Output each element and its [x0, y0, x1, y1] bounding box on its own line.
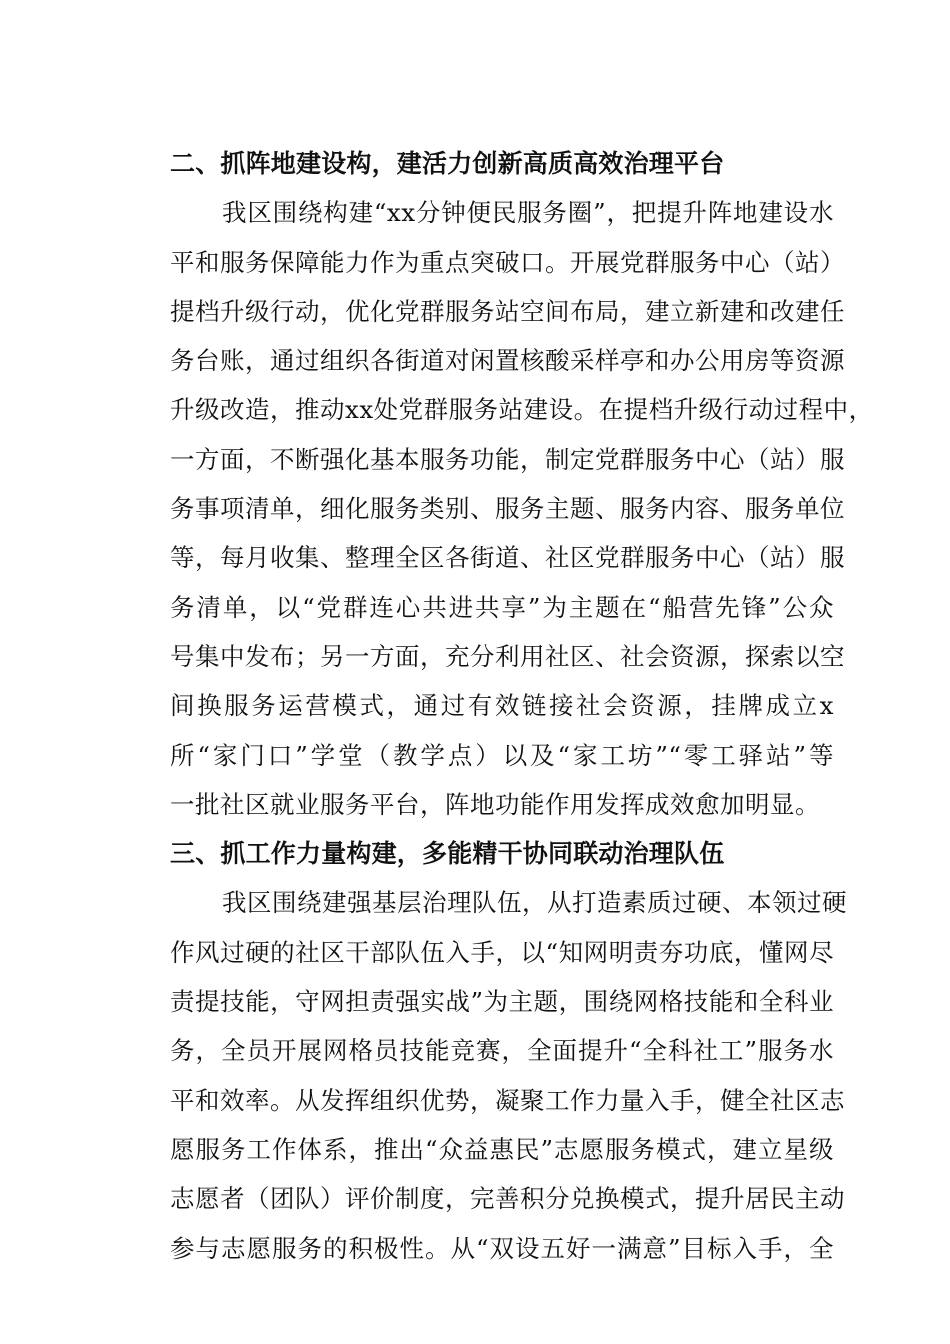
paragraph-line: 一方面，不断强化基本服务功能，制定党群服务中心（站）服 — [170, 444, 845, 474]
paragraph-line: 我区围绕构建“xx分钟便民服务圈”，把提升阵地建设水 — [222, 198, 834, 228]
document-body — [118, 139, 874, 1273]
paragraph-line: 所“家门口”学堂（教学点）以及“家工坊”“零工驿站”等 — [170, 740, 834, 770]
paragraph-line: 平和效率。从发挥组织优势，凝聚工作力量入手，健全社区志 — [170, 1085, 845, 1115]
paragraph-line: 愿服务工作体系，推出“众益惠民”志愿服务模式，建立星级 — [170, 1134, 834, 1164]
section-paragraph-3 — [118, 878, 847, 1272]
paragraph-line: 务事项清单，细化服务类别、服务主题、服务内容、服务单位 — [170, 494, 845, 524]
paragraph-line: 务清单，以“党群连心共进共享”为主题在“船营先锋”公众 — [170, 592, 834, 622]
paragraph-line: 作风过硬的社区干部队伍入手，以“知网明责夯功底，懂网尽 — [170, 937, 834, 967]
paragraph-line: 务，全员开展网格员技能竞赛，全面提升“全科社工”服务水 — [170, 1036, 834, 1066]
paragraph-line: 号集中发布；另一方面，充分利用社区、社会资源，探索以空 — [170, 641, 845, 671]
paragraph-line: 升级改造，推动xx处党群服务站建设。在提档升级行动过程中， — [170, 395, 874, 425]
paragraph-line: 志愿者（团队）评价制度，完善积分兑换模式，提升居民主动 — [170, 1184, 845, 1214]
section-paragraph-2 — [118, 188, 874, 829]
paragraph-line: 务台账，通过组织各街道对闲置核酸采样亭和办公用房等资源 — [170, 346, 845, 376]
paragraph-line: 一批社区就业服务平台，阵地功能作用发挥成效愈加明显。 — [170, 789, 820, 819]
section-heading-3: 三、抓工作力量构建，多能精干协同联动治理队伍 — [170, 839, 725, 869]
paragraph-line: 间换服务运营模式，通过有效链接社会资源，挂牌成立x — [170, 691, 834, 721]
paragraph-line: 我区围绕建强基层治理队伍，从打造素质过硬、本领过硬 — [222, 888, 847, 918]
paragraph-line: 等，每月收集、整理全区各街道、社区党群服务中心（站）服 — [170, 543, 845, 573]
paragraph-line: 参与志愿服务的积极性。从“双设五好一满意”目标入手，全 — [170, 1233, 834, 1263]
paragraph-line: 平和服务保障能力作为重点突破口。开展党群服务中心（站） — [170, 247, 845, 277]
paragraph-line: 提档升级行动，优化党群服务站空间布局，建立新建和改建任 — [170, 296, 845, 326]
paragraph-line: 责提技能，守网担责强实战”为主题，围绕网格技能和全科业 — [170, 987, 834, 1017]
section-heading-2: 二、抓阵地建设构，建活力创新高质高效治理平台 — [170, 149, 725, 178]
